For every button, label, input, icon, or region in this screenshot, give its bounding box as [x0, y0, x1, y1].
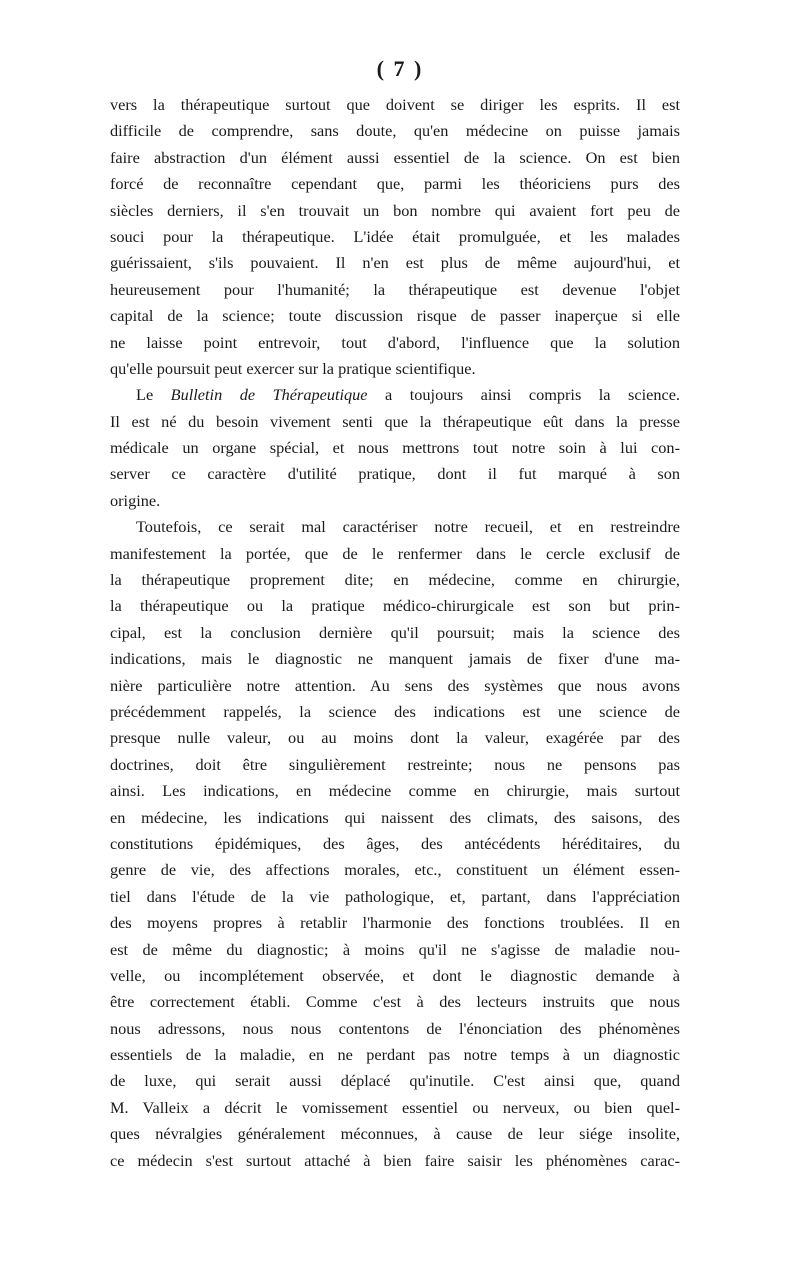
text-line: difficile de comprendre, sans doute, qu'en médecine on puisse jamais	[110, 121, 680, 141]
text-line: essentiels de la maladie, en ne perdant pas notre temps à un diagnostic	[110, 1045, 680, 1065]
text-line: être correctement établi. Comme c'est à des lecteurs instruits que nous	[110, 992, 680, 1012]
text-line: tiel dans l'étude de la vie pathologique, et, partant, dans l'appréciation	[110, 886, 680, 906]
text-line: ce médecin s'est surtout attaché à bien faire saisir les phénomènes carac-	[110, 1150, 680, 1170]
text-line: Il est né du besoin vivement senti que la thérapeutique eût dans la presse	[110, 411, 680, 431]
text-line: en médecine, les indications qui naissent des climats, des saisons, des	[110, 807, 680, 827]
text-line: doctrines, doit être singulièrement restreinte; nous ne pensons pas	[110, 754, 680, 774]
text-line: est de même du diagnostic; à moins qu'il ne s'agisse de maladie nou-	[110, 939, 680, 959]
text-line	[110, 382, 680, 408]
text-line: forcé de reconnaître cependant que, parmi les théoriciens purs des	[110, 174, 680, 194]
text-line: guérissaient, s'ils pouvaient. Il n'en est plus de même aujourd'hui, et	[110, 253, 680, 273]
text-line: origine.	[110, 490, 161, 510]
text-line: M. Valleix a décrit le vomissement essentiel ou nerveux, ou bien quel-	[110, 1097, 680, 1117]
text-line: Toutefois, ce serait mal caractériser notre recueil, et en restreindre	[136, 517, 680, 537]
text-line: médicale un organe spécial, et nous mettrons tout notre soin à lui con-	[110, 438, 680, 458]
text-line: qu'elle poursuit peut exercer sur la pratique scientifique.	[110, 358, 476, 378]
text-line: cipal, est la conclusion dernière qu'il poursuit; mais la science des	[110, 622, 680, 642]
text-line: la thérapeutique ou la pratique médico-chirurgicale est son but prin-	[110, 596, 680, 616]
text-line: vers la thérapeutique surtout que doivent se diriger les esprits. Il est	[110, 95, 680, 114]
page-number: ( 7 )	[376, 56, 424, 81]
text-line: souci pour la thérapeutique. L'idée était promulguée, et les malades	[110, 226, 680, 246]
text-line: presque nulle valeur, ou au moins dont la valeur, exagérée par des	[110, 728, 680, 748]
text-line: de luxe, qui serait aussi déplacé qu'inutile. C'est ainsi que, quand	[110, 1071, 680, 1091]
text-line: ainsi. Les indications, en médecine comme en chirurgie, mais surtout	[110, 781, 680, 801]
text-line: nière particulière notre attention. Au sens des systèmes que nous avons	[110, 675, 680, 695]
text-line: précédemment rappelés, la science des indications est une science de	[110, 701, 680, 721]
paragraph-1	[110, 92, 680, 382]
text-fragment: Le	[136, 385, 171, 405]
paragraph-3	[110, 514, 680, 1174]
text-column	[110, 92, 680, 1174]
text-line: heureusement pour l'humanité; la thérapeutique est devenue l'objet	[110, 279, 680, 299]
text-fragment: a toujours ainsi compris la science.	[367, 385, 680, 405]
text-line: siècles derniers, il s'en trouvait un bon nombre qui avaient fort peu de	[110, 200, 680, 220]
text-line: faire abstraction d'un élément aussi essentiel de la science. On est bien	[110, 147, 680, 167]
text-line: velle, ou incomplétement observée, et dont le diagnostic demande à	[110, 965, 680, 985]
text-line: genre de vie, des affections morales, etc., constituent un élément essen-	[110, 860, 680, 880]
text-line: la thérapeutique proprement dite; en médecine, comme en chirurgie,	[110, 570, 680, 590]
text-line: ne laisse point entrevoir, tout d'abord, l'influence que la solution	[110, 332, 680, 352]
text-line: ques névralgies généralement méconnues, à cause de leur siége insolite,	[110, 1124, 680, 1144]
text-line: capital de la science; toute discussion risque de passer inaperçue si elle	[110, 306, 680, 326]
text-line: indications, mais le diagnostic ne manquent jamais de fixer d'une ma-	[110, 649, 680, 669]
text-line: constitutions épidémiques, des âges, des antécédents héréditaires, du	[110, 833, 680, 853]
paragraph-2	[110, 382, 680, 514]
journal-title: Bulletin de Thérapeutique	[170, 385, 368, 405]
text-line: server ce caractère d'utilité pratique, dont il fut marqué à son	[110, 464, 680, 484]
text-line: nous adressons, nous nous contentons de l'énonciation des phénomènes	[110, 1018, 680, 1038]
text-line: des moyens propres à retablir l'harmonie des fonctions troublées. Il en	[110, 913, 680, 933]
text-line: manifestement la portée, que de le renfermer dans le cercle exclusif de	[110, 543, 680, 563]
